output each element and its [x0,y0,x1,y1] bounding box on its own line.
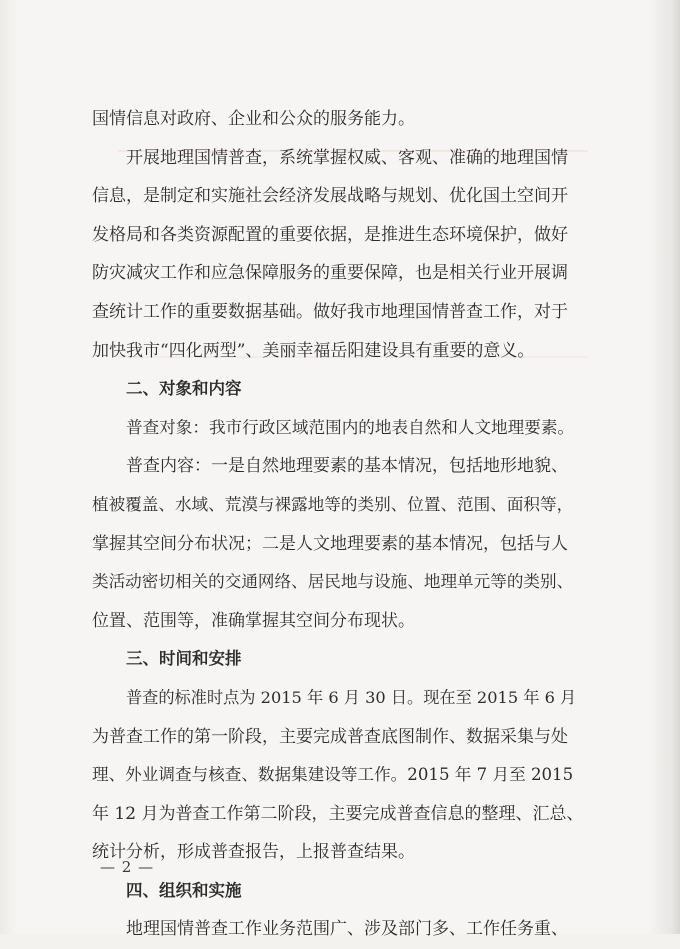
paragraph-start: 开展地理国情普查，系统掌握权威、客观、准确的地理国情 [126,147,568,168]
body-line: 信息，是制定和实施社会经济发展战略与规划、优化国土空间开 [92,186,568,207]
paragraph-start: 普查对象：我市行政区域范围内的地表自然和人文地理要素。 [126,417,575,437]
section-heading: 三、时间和安排 [126,649,242,669]
body-line: 植被覆盖、水域、荒漠与裸露地等的类别、位置、范围、面积等， [92,494,574,514]
body-line: 年 12 月为普查工作第二阶段，主要完成普查信息的整理、汇总、 [92,803,584,824]
body-line: 为普查工作的第一阶段，主要完成普查底图制作、数据采集与处 [92,726,568,747]
document-body [92,100,582,949]
section-heading: 二、对象和内容 [126,379,242,399]
body-line: 发格局和各类资源配置的重要依据，是推进生态环境保护，做好 [92,224,568,245]
body-line: 国情信息对政府、企业和公众的服务能力。 [92,109,415,129]
body-line: 查统计工作的重要数据基础。做好我市地理国情普查工作，对于 [92,301,568,322]
paragraph-start: 普查内容：一是自然地理要素的基本情况，包括地形地貌、 [126,456,568,477]
body-line: 防灾减灾工作和应急保障服务的重要保障，也是相关行业开展调 [92,263,568,284]
page-number: — 2 — [100,858,155,876]
body-line: 掌握其空间分布状况；二是人文地理要素的基本情况，包括与人 [92,533,568,554]
body-line: 加快我市“四化两型”、美丽幸福岳阳建设具有重要的意义。 [92,340,535,361]
section-heading: 四、组织和实施 [126,880,242,900]
paragraph-start: 地理国情普查工作业务范围广、涉及部门多、工作任务重、 [126,919,568,940]
paragraph-start: 普查的标准时点为 2015 年 6 月 30 日。现在至 2015 年 6 月 [126,687,577,707]
body-line: 理、外业调查与核查、数据集建设等工作。2015 年 7 月至 2015 [92,765,574,785]
body-line: 统计分析，形成普查报告，上报普查结果。 [92,842,415,863]
body-line: 位置、范围等，准确掌握其空间分布现状。 [92,610,415,631]
body-line: 类活动密切相关的交通网络、居民地与设施、地理单元等的类别、 [92,572,574,592]
